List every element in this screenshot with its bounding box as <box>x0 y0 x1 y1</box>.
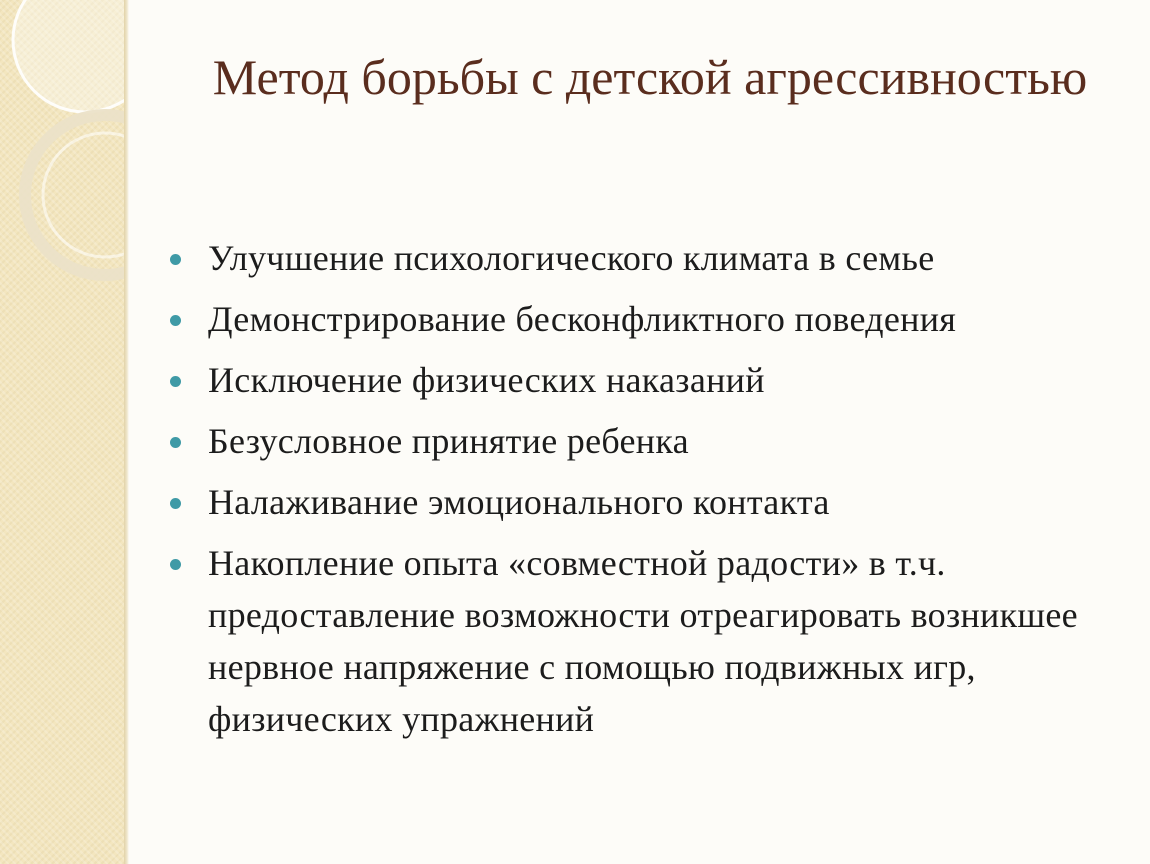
bullet-icon <box>170 559 181 570</box>
bullet-text: Накопление опыта «совместной радости» в т.ч. предоставление возможности отреагировать возникшее нервное напряжение с помощью подвижных игр, физических упражнений <box>208 543 1078 739</box>
list-item <box>168 293 1128 345</box>
list-item <box>168 232 1128 284</box>
bullet-icon <box>170 254 181 265</box>
list-item <box>168 354 1128 406</box>
list-item <box>168 415 1128 467</box>
list-item <box>168 476 1128 528</box>
list-item <box>168 537 1128 745</box>
bullet-icon <box>170 437 181 448</box>
bullet-icon <box>170 376 181 387</box>
decorative-side-panel <box>0 0 124 864</box>
side-panel-edge <box>124 0 129 864</box>
bullet-text: Исключение физических наказаний <box>208 360 765 400</box>
slide-title: Метод борьбы с детской агрессивностью <box>212 49 1088 105</box>
bullet-text: Демонстрирование бесконфликтного поведения <box>208 299 957 339</box>
bullet-icon <box>170 315 181 326</box>
bullet-text: Улучшение психологического климата в семье <box>208 238 935 278</box>
bullet-icon <box>170 498 181 509</box>
bullet-list <box>168 232 1128 754</box>
decorative-circles <box>0 0 124 864</box>
bullet-text: Налаживание эмоционального контакта <box>208 482 830 522</box>
bullet-text: Безусловное принятие ребенка <box>208 421 689 461</box>
